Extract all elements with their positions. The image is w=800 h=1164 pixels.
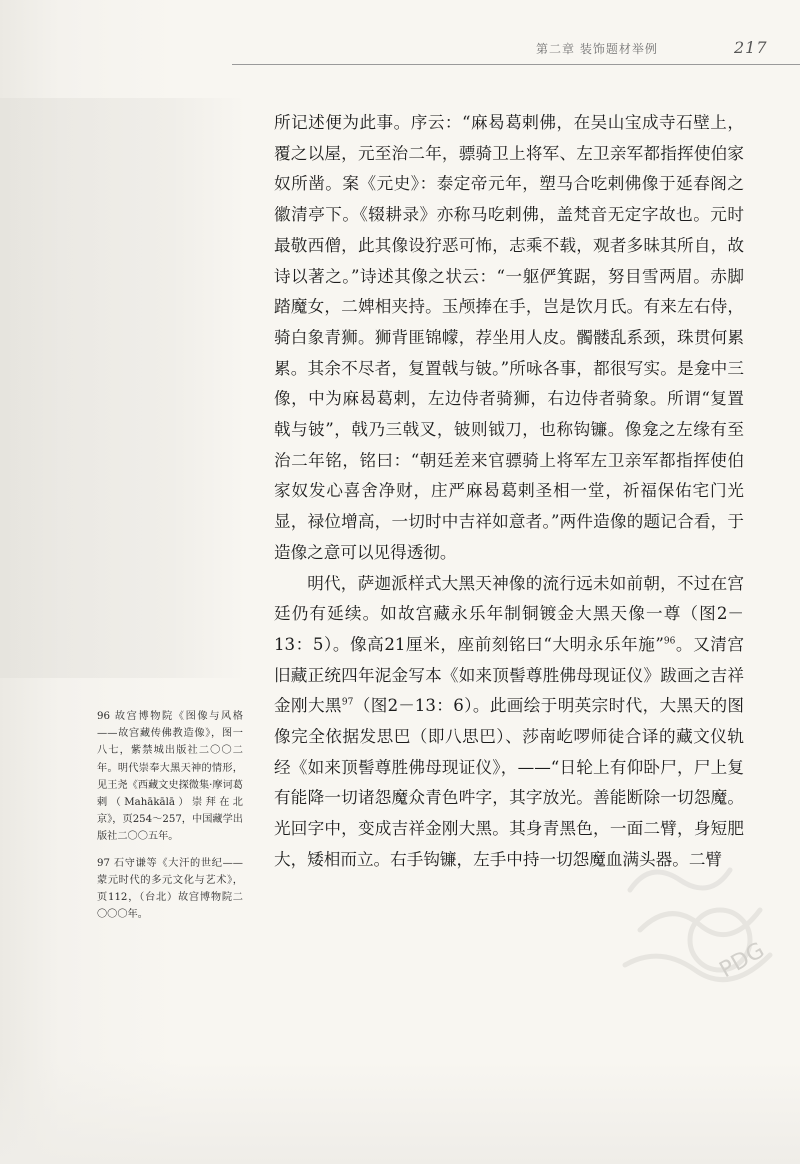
footnote-ref-97: 97 — [341, 697, 354, 708]
footnotes — [97, 708, 243, 932]
page-number: 217 — [734, 38, 768, 57]
footnote-96: 96 故宫博物院《图像与风格——故宫藏传佛教造像》，图一八七，紫禁城出版社二〇〇二年。明代崇奉大黑天神的情形，见王尧《西藏文史探微集·摩诃葛剌（Mahākālā）崇拜在北京》，页254～257，中国藏学出版社二〇〇五年。 — [97, 711, 243, 843]
left-margin-shade — [0, 98, 246, 678]
paragraph-2-part-a: 明代，萨迦派样式大黑天神像的流行远未如前朝，不过在宫廷仍有延续。如故宫藏永乐年制铜镀金大黑天像一尊（图2－13：5）。像高21厘米，座前刻铭曰“大明永乐年施” — [274, 573, 744, 654]
paragraph-2-part-c: （图2－13：6）。此画绘于明英宗时代，大黑天的图像完全依据发思巴（即八思巴）、莎南屹啰师徒合译的藏文仪轨经《如来顶髻尊胜佛母现证仪》，——“日轮上有仰卧尸，尸上复有能降一切诸怨魔众青色吽字，其字放光。善能断除一切怨魔。光回字中，变成吉祥金刚大黑。其身青黑色，一面二臂，身短肥大，矮相而立。右手钩镰，左手中持一切怨魔血满头器。二臂 — [274, 696, 745, 869]
main-text — [274, 108, 744, 876]
paragraph-1: 所记述便为此事。序云：“麻曷葛剌佛，在吴山宝成寺石壁上，覆之以屋，元至治二年，骠骑卫上将军、左卫亲军都指挥使伯家奴所凿。案《元史》：泰定帝元年，塑马合吃剌佛像于延春阁之徽清亭下。《辍耕录》亦称马吃剌佛，盖梵音无定字故也。元时最敬西僧，此其像设狞恶可怖，志乘不载，观者多昧其所自，故诗以著之。”诗述其像之状云：“一躯俨箕踞，努目雪两眉。赤脚踏魔女，二婢相夹持。玉颅捧在手，岂是饮月氏。有来左右侍，骑白象青狮。狮背匪锦幪，荐坐用人皮。髑髅乱系颈，珠贯何累累。其余不尽者，复置戟与铍。”所咏各事，都很写实。是龛中三像，中为麻曷葛剌，左边侍者骑狮，右边侍者骑象。所谓“复置戟与铍”，戟乃三戟叉，铍则钺刀，也称钩镰。像龛之左缘有至治二年铭，铭曰：“朝廷差来官骠骑上将军左卫亲军都指挥使伯家奴发心喜舍净财，庄严麻曷葛剌圣相一堂，祈福保佑宅门光显，禄位增高，一切时中吉祥如意者。”两件造像的题记合看，于造像之意可以见得透彻。 — [274, 113, 744, 562]
bottom-edge-shade — [0, 1060, 800, 1164]
watermark-stroke — [630, 870, 730, 890]
watermark-stamp — [610, 850, 780, 1000]
watermark-label: PDG — [715, 937, 769, 984]
header-rule — [232, 64, 800, 65]
footnote-97: 97 石守谦等《大汗的世纪——蒙元时代的多元文化与艺术》，页112，（台北）故宫博物院二〇〇〇年。 — [97, 857, 243, 921]
footnote-ref-96: 96 — [663, 636, 676, 647]
chapter-header: 第二章 装饰题材举例 — [536, 42, 658, 56]
paragraph-2 — [274, 569, 744, 876]
paragraph-2-part-b: 。又清宫旧藏正统四年泥金写本《如来顶髻尊胜佛母现证仪》跋画之吉祥金刚大黑 — [274, 634, 745, 716]
